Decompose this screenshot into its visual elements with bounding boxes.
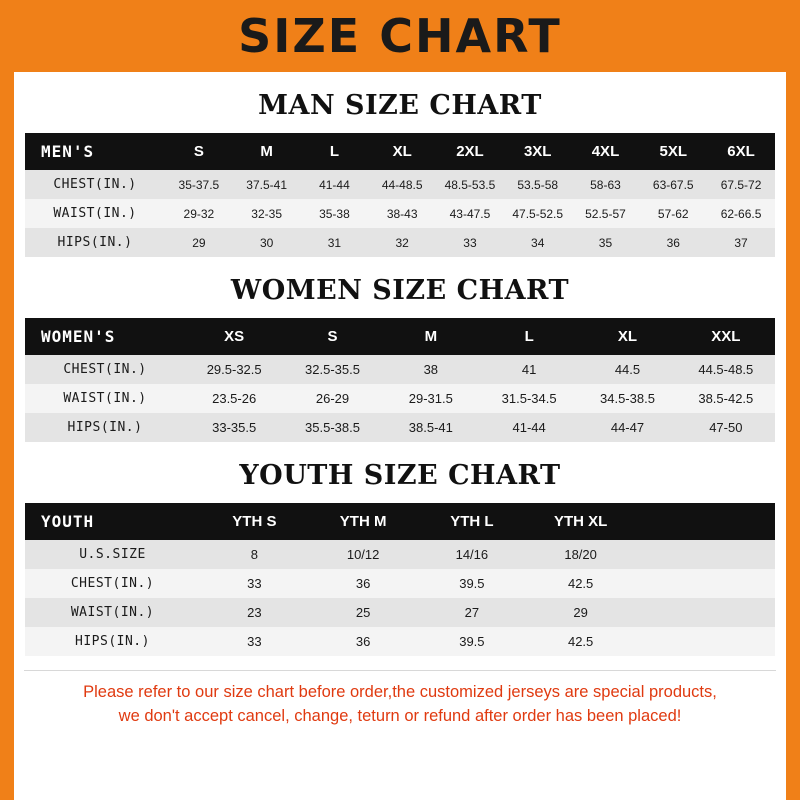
header-cell-size: M bbox=[382, 318, 480, 355]
cell: 41-44 bbox=[480, 413, 578, 442]
cell: 37.5-41 bbox=[233, 170, 301, 199]
section-title-youth: YOUTH SIZE CHART bbox=[239, 460, 561, 491]
cell: 67.5-72 bbox=[707, 170, 775, 199]
header-cell-spacer bbox=[635, 503, 775, 540]
footer-note-line-2: we don't accept cancel, change, teturn or refund after order has been placed! bbox=[118, 706, 682, 725]
cell: 29-32 bbox=[165, 199, 233, 228]
women-size-table bbox=[25, 318, 775, 442]
cell: 27 bbox=[418, 598, 527, 627]
header-cell-size: XS bbox=[185, 318, 283, 355]
cell: 18/20 bbox=[526, 540, 635, 569]
cell: 38.5-41 bbox=[382, 413, 480, 442]
table-row bbox=[25, 384, 775, 413]
header-cell-size: 2XL bbox=[436, 133, 504, 170]
cell: 26-29 bbox=[283, 384, 381, 413]
header-cell-size: XL bbox=[368, 133, 436, 170]
cell: 42.5 bbox=[526, 627, 635, 656]
header-cell-size: 3XL bbox=[504, 133, 572, 170]
cell: 38-43 bbox=[368, 199, 436, 228]
cell: 33 bbox=[200, 569, 309, 598]
banner bbox=[0, 0, 800, 72]
header-cell-size: XXL bbox=[677, 318, 775, 355]
header-cell-size: YTH XL bbox=[526, 503, 635, 540]
cell: 36 bbox=[639, 228, 707, 257]
cell: 48.5-53.5 bbox=[436, 170, 504, 199]
cell: 32.5-35.5 bbox=[283, 355, 381, 384]
header-cell-size: 6XL bbox=[707, 133, 775, 170]
cell: 32 bbox=[368, 228, 436, 257]
cell: 29-31.5 bbox=[382, 384, 480, 413]
cell: 29 bbox=[165, 228, 233, 257]
cell: 23.5-26 bbox=[185, 384, 283, 413]
cell: 41-44 bbox=[301, 170, 369, 199]
page-title: SIZE CHART bbox=[238, 9, 562, 63]
cell: 36 bbox=[309, 569, 418, 598]
header-cell-size: L bbox=[480, 318, 578, 355]
table-row bbox=[25, 355, 775, 384]
section-title-man: MAN SIZE CHART bbox=[258, 90, 542, 121]
header-cell-size: YTH L bbox=[418, 503, 527, 540]
cell: 25 bbox=[309, 598, 418, 627]
youth-size-table bbox=[25, 503, 775, 656]
man-size-table bbox=[25, 133, 775, 257]
cell: 44.5-48.5 bbox=[677, 355, 775, 384]
cell: 31.5-34.5 bbox=[480, 384, 578, 413]
cell: 14/16 bbox=[418, 540, 527, 569]
cell: 31 bbox=[301, 228, 369, 257]
cell: 41 bbox=[480, 355, 578, 384]
row-label: HIPS(IN.) bbox=[25, 413, 185, 442]
header-cell-size: S bbox=[165, 133, 233, 170]
header-cell-size: L bbox=[301, 133, 369, 170]
row-label: WAIST(IN.) bbox=[25, 384, 185, 413]
cell: 30 bbox=[233, 228, 301, 257]
cell: 58-63 bbox=[572, 170, 640, 199]
header-cell-size: S bbox=[283, 318, 381, 355]
header-cell-size: YTH S bbox=[200, 503, 309, 540]
cell: 37 bbox=[707, 228, 775, 257]
table-row bbox=[25, 627, 775, 656]
cell: 47-50 bbox=[677, 413, 775, 442]
table-row bbox=[25, 228, 775, 257]
footer-note-line-1: Please refer to our size chart before order,the customized jerseys are special products, bbox=[83, 683, 717, 701]
cell: 33-35.5 bbox=[185, 413, 283, 442]
cell: 34.5-38.5 bbox=[578, 384, 676, 413]
header-cell-size: M bbox=[233, 133, 301, 170]
cell: 57-62 bbox=[639, 199, 707, 228]
cell: 10/12 bbox=[309, 540, 418, 569]
cell: 63-67.5 bbox=[639, 170, 707, 199]
table-row bbox=[25, 170, 775, 199]
table-row bbox=[25, 569, 775, 598]
cell: 29.5-32.5 bbox=[185, 355, 283, 384]
header-cell-label: MEN'S bbox=[25, 133, 165, 170]
cell: 44.5 bbox=[578, 355, 676, 384]
cell: 44-47 bbox=[578, 413, 676, 442]
cell: 32-35 bbox=[233, 199, 301, 228]
table-row bbox=[25, 540, 775, 569]
section-title-women: WOMEN SIZE CHART bbox=[230, 275, 570, 306]
cell: 33 bbox=[436, 228, 504, 257]
cell-spacer bbox=[635, 627, 775, 656]
row-label: HIPS(IN.) bbox=[25, 627, 200, 656]
section-man bbox=[14, 90, 786, 257]
cell: 38 bbox=[382, 355, 480, 384]
row-label: U.S.SIZE bbox=[25, 540, 200, 569]
row-label: CHEST(IN.) bbox=[25, 569, 200, 598]
cell: 43-47.5 bbox=[436, 199, 504, 228]
cell: 35.5-38.5 bbox=[283, 413, 381, 442]
cell-spacer bbox=[635, 569, 775, 598]
table-header-row bbox=[25, 503, 775, 540]
cell: 34 bbox=[504, 228, 572, 257]
cell: 35-37.5 bbox=[165, 170, 233, 199]
cell: 35 bbox=[572, 228, 640, 257]
cell: 35-38 bbox=[301, 199, 369, 228]
cell: 47.5-52.5 bbox=[504, 199, 572, 228]
cell: 62-66.5 bbox=[707, 199, 775, 228]
cell: 38.5-42.5 bbox=[677, 384, 775, 413]
cell-spacer bbox=[635, 540, 775, 569]
cell: 44-48.5 bbox=[368, 170, 436, 199]
header-cell-size: XL bbox=[578, 318, 676, 355]
cell: 8 bbox=[200, 540, 309, 569]
cell: 29 bbox=[526, 598, 635, 627]
row-label: CHEST(IN.) bbox=[25, 355, 185, 384]
table-row bbox=[25, 199, 775, 228]
table-row bbox=[25, 413, 775, 442]
row-label: WAIST(IN.) bbox=[25, 598, 200, 627]
cell: 36 bbox=[309, 627, 418, 656]
row-label: WAIST(IN.) bbox=[25, 199, 165, 228]
cell: 39.5 bbox=[418, 569, 527, 598]
header-cell-size: YTH M bbox=[309, 503, 418, 540]
row-label: CHEST(IN.) bbox=[25, 170, 165, 199]
cell: 53.5-58 bbox=[504, 170, 572, 199]
cell-spacer bbox=[635, 598, 775, 627]
header-cell-size: 5XL bbox=[639, 133, 707, 170]
section-youth bbox=[14, 460, 786, 656]
header-cell-size: 4XL bbox=[572, 133, 640, 170]
row-label: HIPS(IN.) bbox=[25, 228, 165, 257]
table-row bbox=[25, 598, 775, 627]
header-cell-label: YOUTH bbox=[25, 503, 200, 540]
cell: 23 bbox=[200, 598, 309, 627]
cell: 33 bbox=[200, 627, 309, 656]
footer-note bbox=[24, 670, 776, 729]
cell: 42.5 bbox=[526, 569, 635, 598]
table-header-row bbox=[25, 133, 775, 170]
cell: 39.5 bbox=[418, 627, 527, 656]
table-header-row bbox=[25, 318, 775, 355]
cell: 52.5-57 bbox=[572, 199, 640, 228]
section-women bbox=[14, 275, 786, 442]
header-cell-label: WOMEN'S bbox=[25, 318, 185, 355]
